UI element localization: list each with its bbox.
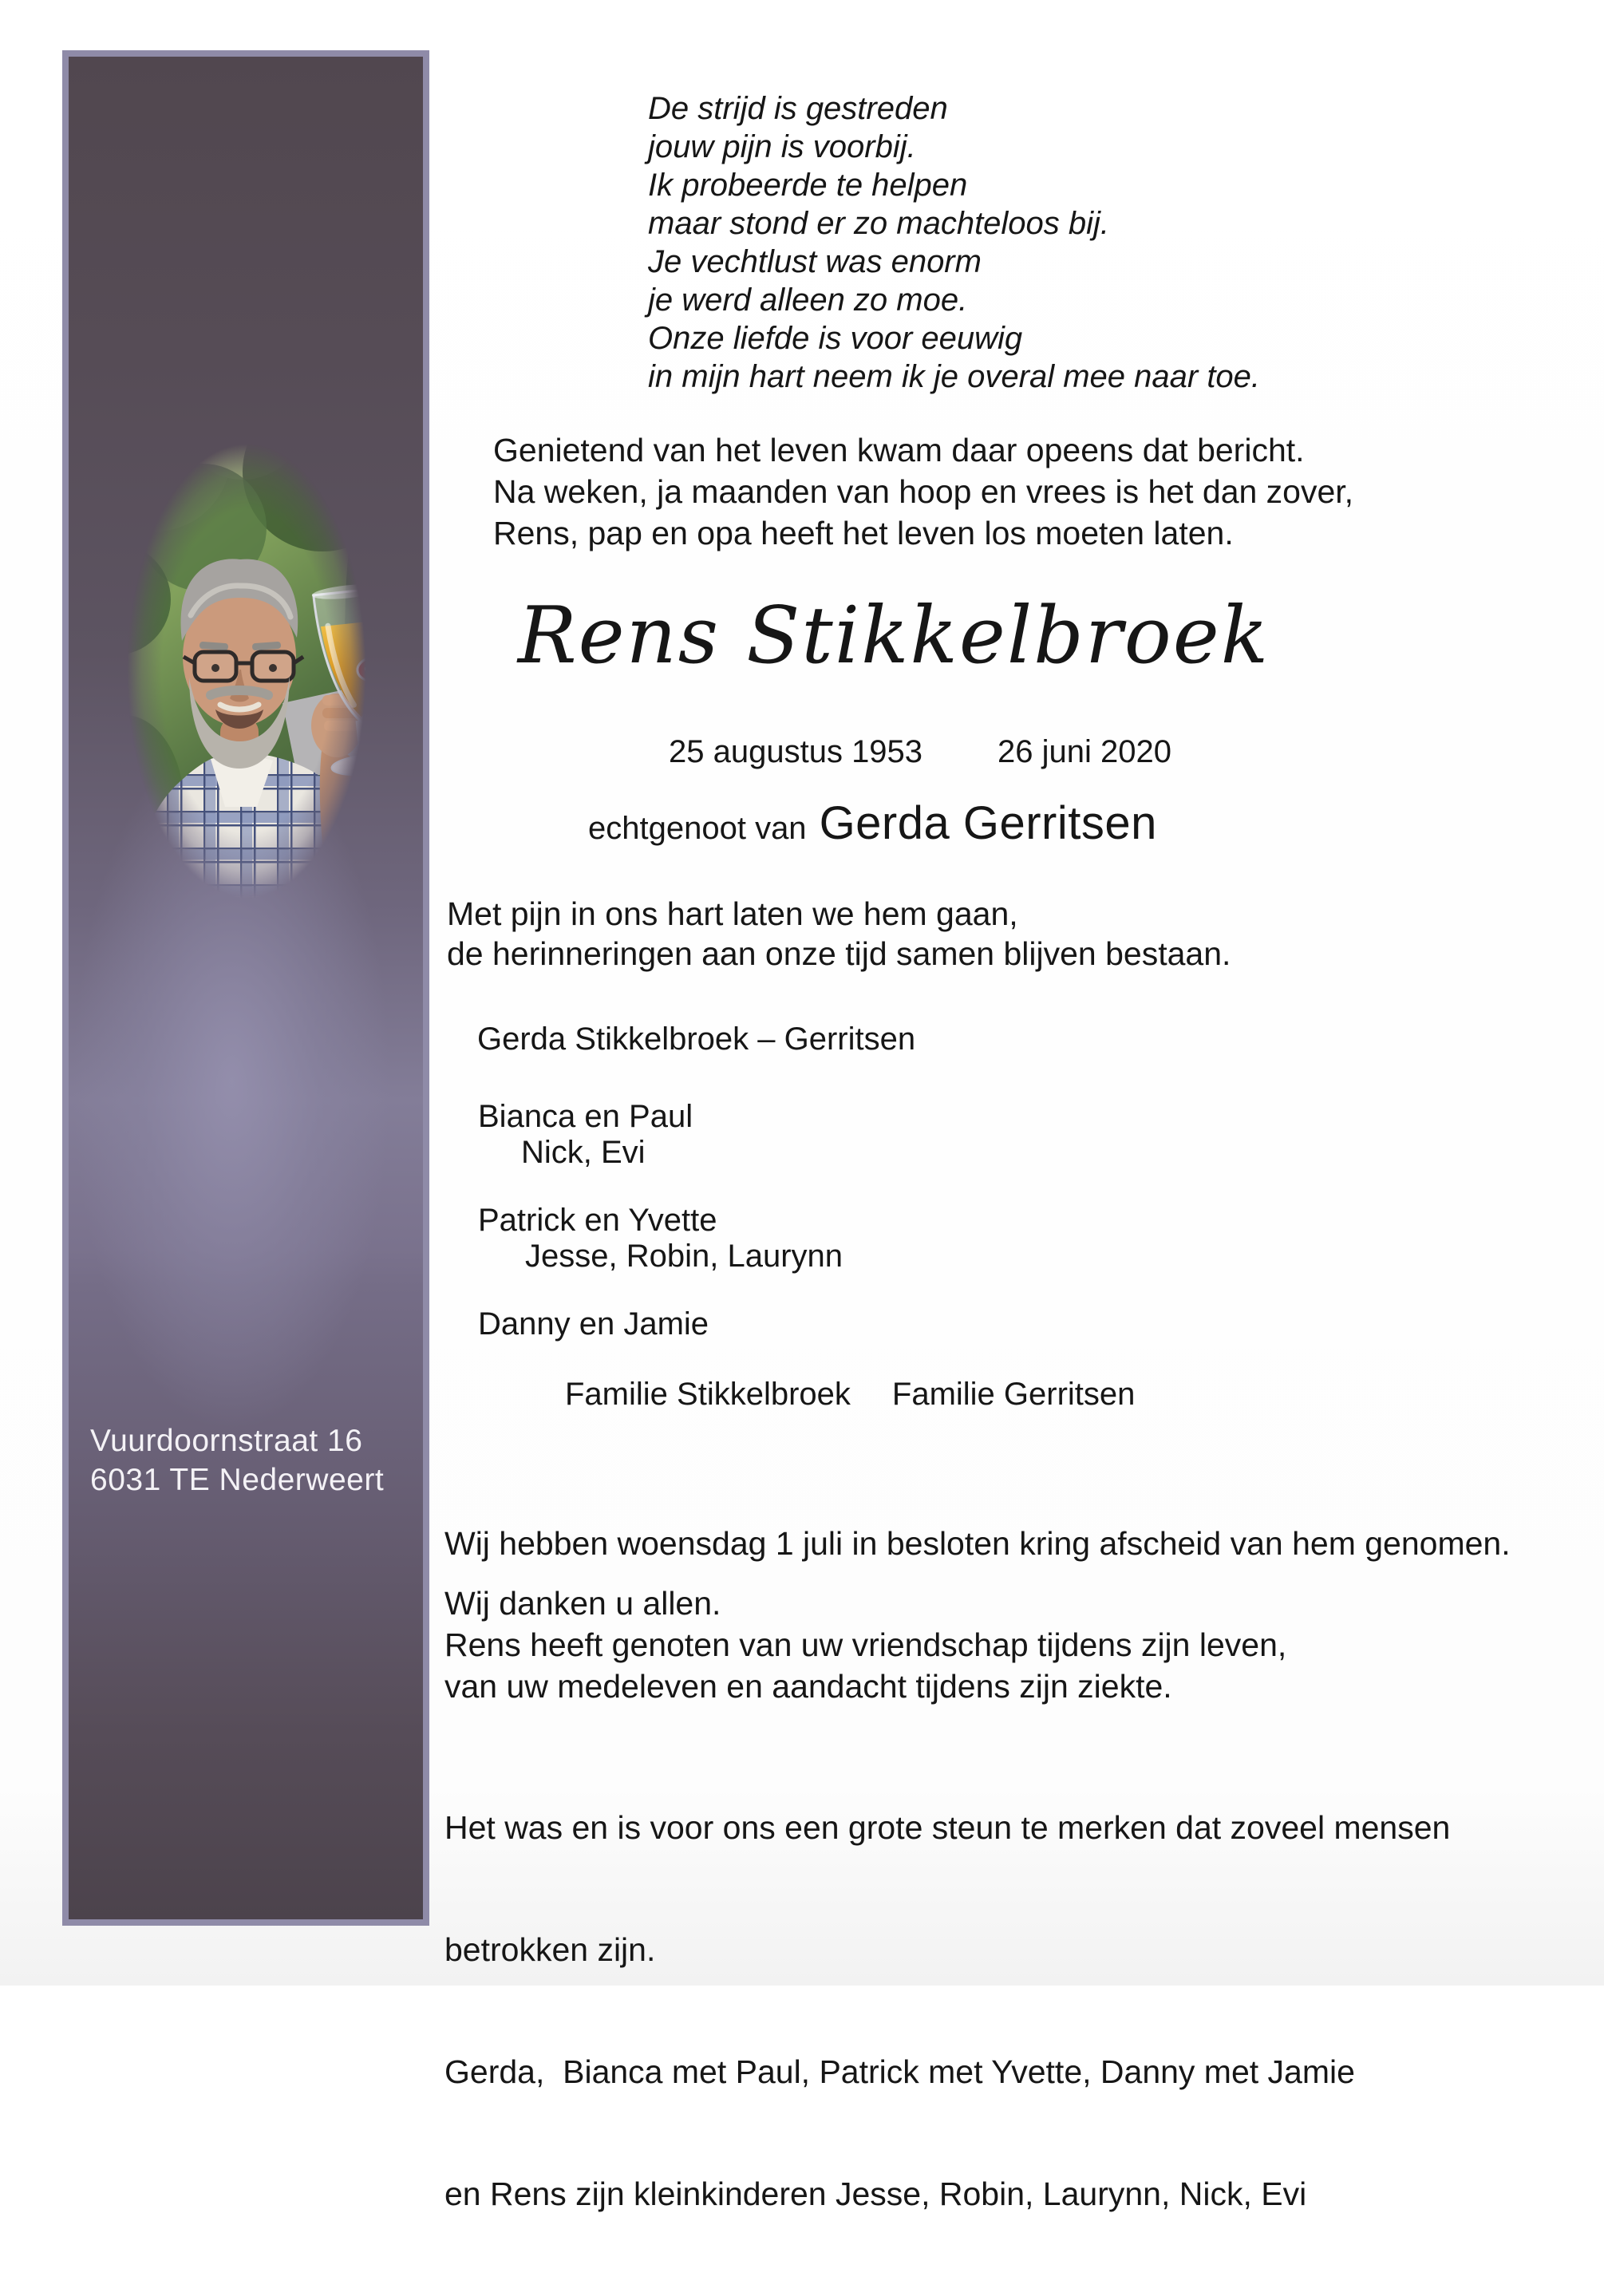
farewell-line: Met pijn in ons hart laten we hem gaan, [447, 895, 1018, 932]
closing-paragraph-1 [444, 1523, 1511, 1564]
poem-line: Onze liefde is voor eeuwig [648, 321, 1023, 356]
closing-paragraph-2 [444, 1583, 1286, 1707]
closing-line: Wij hebben woensdag 1 juli in besloten kring afscheid van hem genomen. [444, 1525, 1511, 1562]
address-street: Vuurdoornstraat 16 [90, 1424, 363, 1458]
poem-line: jouw pijn is voorbij. [648, 129, 916, 164]
families-line [565, 1377, 1135, 1413]
intro-paragraph [493, 429, 1353, 554]
deceased-name: Rens Stikkelbroek [517, 591, 1270, 682]
family-child: Danny en Jamie [478, 1306, 709, 1342]
poem-line: je werd alleen zo moe. [648, 283, 968, 318]
poem-line: Ik probeerde te helpen [648, 168, 968, 203]
family-child: Bianca en Paul [478, 1099, 693, 1134]
farewell-paragraph [447, 894, 1231, 974]
closing-line: Gerda, Bianca met Paul, Patrick met Yvette, Danny met Jamie [444, 2053, 1355, 2090]
poem [648, 89, 1260, 396]
family-child: Patrick en Yvette [478, 1203, 717, 1238]
birth-date: 25 augustus 1953 [669, 734, 923, 769]
poem-line: in mijn hart neem ik je overal mee naar toe. [648, 359, 1261, 394]
intro-line: Na weken, ja maanden van hoop en vrees is het dan zover, [493, 473, 1354, 510]
family-grandchildren: Jesse, Robin, Laurynn [525, 1239, 843, 1274]
closing-line: van uw medeleven en aandacht tijdens zijn ziekte. [444, 1668, 1172, 1705]
photo-sidebar [62, 50, 429, 1926]
closing-line: Rens heeft genoten van uw vriendschap tijdens zijn leven, [444, 1626, 1287, 1663]
closing-line: en Rens zijn kleinkinderen Jesse, Robin, Laurynn, Nick, Evi [444, 2175, 1307, 2212]
family-stikkelbroek: Familie Stikkelbroek [565, 1377, 851, 1412]
intro-line: Genietend van het leven kwam daar opeens dat bericht. [493, 432, 1305, 468]
closing-line: Het was en is voor ons een grote steun te merken dat zoveel mensen [444, 1809, 1451, 1846]
spouse-prefix: echtgenoot van [588, 811, 807, 846]
spouse-name: Gerda Gerritsen [819, 797, 1157, 849]
closing-paragraph-3 [444, 1726, 1450, 2296]
closing-line: Wij danken u allen. [444, 1585, 721, 1622]
portrait-illustration [83, 360, 410, 982]
address-city: 6031 TE Nederweert [90, 1463, 385, 1497]
address-block [90, 1421, 401, 1500]
life-dates [669, 734, 1171, 770]
closing-line: betrokken zijn. [444, 1931, 656, 1968]
spouse-line [588, 796, 1157, 850]
poem-line: Je vechtlust was enorm [648, 244, 982, 279]
poem-line: De strijd is gestreden [648, 91, 948, 126]
poem-line: maar stond er zo machteloos bij. [648, 206, 1110, 241]
death-date: 26 juni 2020 [998, 734, 1172, 769]
family-grandchildren: Nick, Evi [521, 1135, 646, 1170]
intro-line: Rens, pap en opa heeft het leven los moeten laten. [493, 515, 1234, 551]
family-gerritsen: Familie Gerritsen [891, 1377, 1136, 1412]
memorial-portrait-photo [83, 360, 410, 982]
family-widow: Gerda Stikkelbroek – Gerritsen [477, 1022, 916, 1057]
farewell-line: de herinneringen aan onze tijd samen blijven bestaan. [447, 935, 1231, 972]
